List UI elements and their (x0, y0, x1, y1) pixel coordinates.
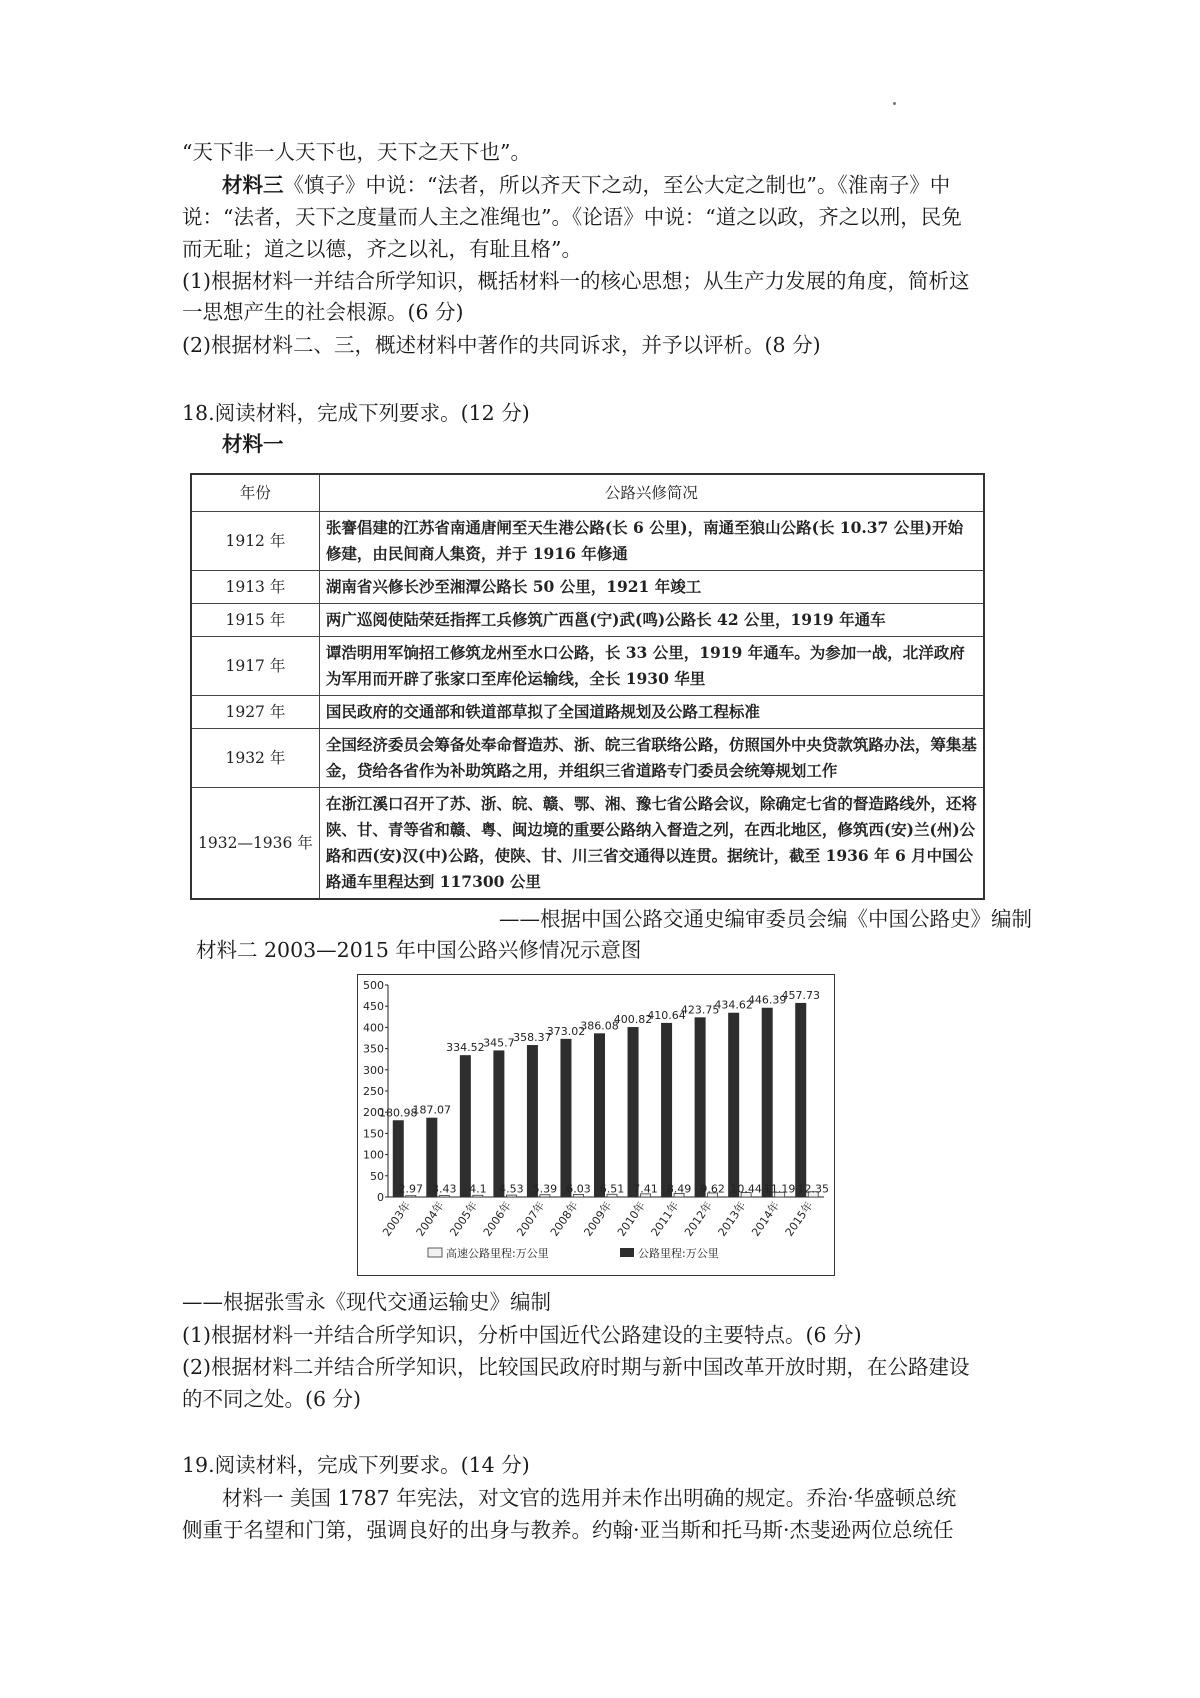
data-label-road: 423.75 (680, 1003, 720, 1017)
table-row (191, 512, 984, 571)
bar-highway-mileage (439, 1196, 449, 1197)
paragraph-line: 说：“法者，天下之度量而人主之准绳也”。《论语》中说：“道之以政，齐之以刑，民免 (182, 205, 962, 229)
data-label-road: 180.98 (379, 1106, 418, 1120)
table-cell-year: 1912 年 (191, 512, 319, 571)
question-line: 的不同之处。(6 分) (182, 1387, 362, 1411)
x-tick-label: 2012年 (682, 1199, 716, 1239)
table-cell-year: 1932—1936 年 (191, 788, 319, 900)
bar-road-mileage (795, 1003, 806, 1197)
data-label-road: 457.73 (781, 988, 820, 1002)
legend-swatch-road (620, 1248, 634, 1257)
data-label-highway: 4.1 (469, 1182, 487, 1196)
question-line: 一思想产生的社会根源。(6 分) (182, 300, 464, 324)
y-tick-label: 500 (363, 979, 384, 992)
material-three-line (222, 170, 1072, 200)
bar-road-mileage (695, 1017, 706, 1197)
table-cell-content: 全国经济委员会筹备处奉命督造苏、浙、皖三省联络公路，仿照国外中央贷款筑路办法，筹集基金，贷给各省作为补助筑路之用，并组织三省道路专门委员会统筹规划工作 (319, 729, 984, 788)
chart-svg (358, 975, 834, 1275)
x-tick-label: 2010年 (614, 1199, 648, 1239)
bar-road-mileage (460, 1055, 471, 1197)
data-label-highway: 9.62 (700, 1182, 725, 1196)
quote-line: “天下非一人天下也，天下之天下也”。 (182, 140, 531, 164)
y-tick-label: 300 (363, 1063, 384, 1077)
bar-road-mileage (728, 1013, 739, 1197)
data-label-road: 334.52 (446, 1041, 485, 1055)
legend-label-highway: 高速公路里程:万公里 (446, 1247, 549, 1260)
bar-road-mileage (628, 1027, 639, 1197)
data-label-highway: 6.51 (599, 1182, 625, 1196)
paragraph-line: 材料一 美国 1787 年宪法，对文官的选用并未作出明确的规定。乔治·华盛顿总统 (222, 1486, 957, 1510)
y-tick-label: 350 (363, 1042, 384, 1056)
table-row (191, 571, 984, 604)
data-label-road: 400.82 (613, 1013, 653, 1027)
legend-swatch-highway (428, 1248, 442, 1257)
y-tick-label: 50 (370, 1169, 384, 1183)
speck-mark (893, 102, 896, 105)
y-tick-label: 450 (363, 1000, 384, 1014)
data-label-highway: 12.35 (797, 1182, 829, 1196)
bar-road-mileage (762, 1008, 773, 1197)
x-tick-label: 2006年 (480, 1199, 514, 1239)
y-tick-label: 100 (363, 1148, 384, 1162)
data-label-road: 386.08 (580, 1019, 619, 1033)
data-label-highway: 3.43 (432, 1182, 457, 1196)
table-cell-content: 在浙江溪口召开了苏、浙、皖、赣、鄂、湘、豫七省公路会议，除确定七省的督造路线外，还将陕、甘、青等省和赣、粤、闽边境的重要公路纳入督造之列，在西北地区，修筑西(安)兰(州)公路和西(安)汉(中)公路，使陕、甘、川三省交通得以连贯。据统计，截至 1936 年 6 月中国公路通车里程达到 117300 公里 (319, 788, 984, 900)
table-cell-year: 1913 年 (191, 571, 319, 604)
bar-road-mileage (527, 1045, 538, 1197)
material-three-text: 《慎子》中说：“法者，所以齐天下之动，至公大定之制也”。《淮南子》中 (283, 173, 951, 197)
bar-road-mileage (493, 1050, 504, 1197)
source-citation: ——根据中国公路交通史编审委员会编《中国公路史》编制 (499, 907, 1032, 931)
x-tick-label: 2013年 (715, 1199, 749, 1239)
y-tick-label: 150 (363, 1127, 384, 1141)
data-label-road: 373.02 (546, 1024, 586, 1038)
table-header-content: 公路兴修简况 (319, 474, 984, 512)
y-tick-label: 250 (363, 1085, 384, 1098)
paragraph-line: 而无耻；道之以德，齐之以礼，有耻且格”。 (182, 237, 582, 261)
x-tick-label: 2005年 (447, 1199, 481, 1239)
table-row (191, 637, 984, 696)
table-cell-content: 谭浩明用军饷招工修筑龙州至水口公路，长 33 公里，1919 年通车。为参加一战，北洋政府为军用而开辟了张家口至库伦运输线，全长 1930 华里 (319, 637, 984, 696)
data-label-highway: 11.19 (763, 1182, 796, 1196)
question-19-title: 19.阅读材料，完成下列要求。(14 分) (182, 1453, 530, 1477)
question-line: (2)根据材料二、三，概述材料中著作的共同诉求，并予以评析。(8 分) (182, 333, 821, 357)
data-label-highway: 8.49 (666, 1182, 692, 1196)
table-cell-content: 湖南省兴修长沙至湘潭公路长 50 公里，1921 年竣工 (319, 571, 984, 604)
data-label-highway: 7.41 (633, 1182, 658, 1196)
bar-road-mileage (661, 1023, 672, 1197)
data-label-road: 187.07 (412, 1103, 452, 1117)
data-label-highway: 4.53 (499, 1182, 524, 1196)
table-cell-year: 1932 年 (191, 729, 319, 788)
paragraph-line: 侧重于名望和门第，强调良好的出身与教养。约翰·亚当斯和托马斯·杰斐逊两位总统任 (182, 1518, 954, 1542)
table-row (191, 696, 984, 729)
table-cell-year: 1917 年 (191, 637, 319, 696)
question-line: (2)根据材料二并结合所学知识，比较国民政府时期与新中国改革开放时期，在公路建设 (182, 1355, 970, 1379)
road-construction-table (190, 473, 985, 900)
question-18-title: 18.阅读材料，完成下列要求。(12 分) (182, 401, 530, 425)
table-header-row (191, 474, 984, 512)
material-three-label: 材料三 (222, 173, 284, 197)
material-one-label: 材料一 (222, 432, 284, 456)
table-row (191, 788, 984, 900)
x-tick-label: 2014年 (749, 1199, 783, 1239)
table-cell-year: 1915 年 (191, 604, 319, 637)
bar-road-mileage (560, 1039, 571, 1197)
x-tick-label: 2007年 (514, 1199, 548, 1239)
data-label-highway: 2.97 (398, 1182, 424, 1196)
data-label-highway: 5.39 (532, 1182, 558, 1196)
x-tick-label: 2003年 (380, 1199, 414, 1239)
x-tick-label: 2015年 (782, 1199, 816, 1239)
data-label-road: 345.7 (483, 1036, 515, 1050)
question-line: (1)根据材料一并结合所学知识，概括材料一的核心思想；从生产力发展的角度，简析这 (182, 269, 970, 293)
bar-road-mileage (594, 1033, 605, 1197)
x-tick-label: 2009年 (581, 1199, 615, 1239)
bar-highway-mileage (406, 1196, 416, 1197)
legend-label-road: 公路里程:万公里 (638, 1247, 719, 1260)
y-tick-label: 400 (363, 1021, 384, 1035)
source-citation: ——根据张雪永《现代交通运输史》编制 (182, 1290, 551, 1314)
data-label-road: 434.62 (714, 998, 753, 1012)
table-cell-content: 国民政府的交通部和铁道部草拟了全国道路规划及公路工程标准 (319, 696, 984, 729)
table-cell-year: 1927 年 (191, 696, 319, 729)
x-tick-label: 2011年 (648, 1199, 682, 1239)
y-tick-label: 200 (363, 1106, 384, 1120)
table-header-year: 年份 (191, 474, 319, 512)
x-tick-label: 2004年 (413, 1199, 447, 1239)
material-two-label: 材料二 2003—2015 年中国公路兴修情况示意图 (196, 938, 642, 962)
data-label-road: 410.64 (647, 1008, 686, 1022)
data-label-road: 446.39 (747, 993, 787, 1007)
table-cell-content: 两广巡阅使陆荣廷指挥工兵修筑广西邕(宁)武(鸣)公路长 42 公里，1919 年通车 (319, 604, 984, 637)
data-label-road: 358.37 (513, 1031, 552, 1045)
data-label-highway: 6.03 (566, 1182, 591, 1196)
data-label-highway: 10.44 (730, 1182, 762, 1196)
table-row (191, 604, 984, 637)
table-row (191, 729, 984, 788)
y-tick-label: 0 (377, 1191, 384, 1204)
question-line: (1)根据材料一并结合所学知识，分析中国近代公路建设的主要特点。(6 分) (182, 1323, 862, 1347)
table-cell-content: 张謇倡建的江苏省南通唐闸至天生港公路(长 6 公里)，南通至狼山公路(长 10.37 公里)开始修建，由民间商人集资，并于 1916 年修通 (319, 512, 984, 571)
x-tick-label: 2008年 (547, 1199, 581, 1239)
highway-chart (357, 974, 835, 1276)
